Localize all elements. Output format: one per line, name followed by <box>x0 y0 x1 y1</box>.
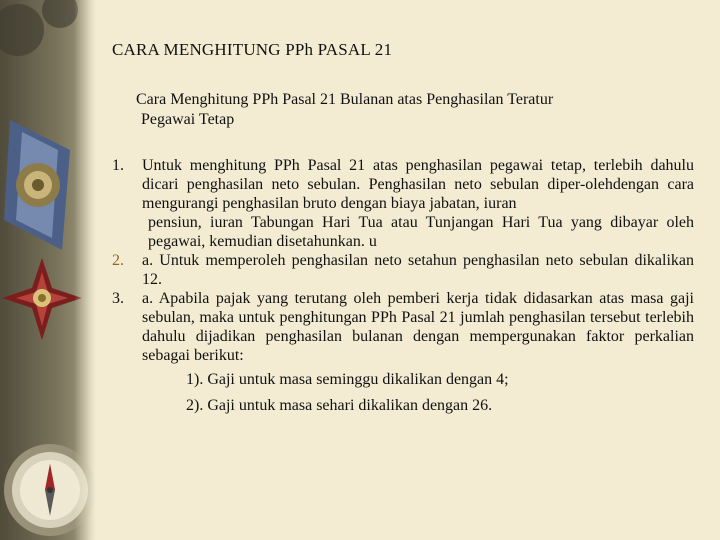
slide-content <box>96 0 720 540</box>
strip-fade <box>74 0 96 540</box>
numbered-list <box>112 156 694 419</box>
list-item <box>112 289 694 419</box>
sub-item-daily: 2). Gaji untuk masa sehari dikalikan dengan 26. <box>186 397 493 414</box>
list-item <box>112 156 694 251</box>
list-item-number: 2. <box>112 252 124 269</box>
list-item-text <box>142 289 694 419</box>
subtitle-line-1: Cara Menghitung PPh Pasal 21 Bulanan atas Penghasilan Teratur <box>136 91 554 108</box>
list-item-continuation: pensiun, iuran Tabungan Hari Tua atau Tunjangan Hari Tua yang dibayar oleh pegawai, kemudian disetahunkan. u <box>148 214 694 250</box>
list-item-number: 3. <box>112 290 124 307</box>
sub-item-weekly: 1). Gaji untuk masa seminggu dikalikan dengan 4; <box>186 371 509 388</box>
subtitle-line-2: Pegawai Tetap <box>141 111 235 128</box>
list-item-paragraph: Untuk menghitung PPh Pasal 21 atas penghasilan pegawai tetap, terlebih dahulu dicari penghasilan neto sebulan. Penghasilan neto sebulan diper-olehdengan cara mengurangi penghasilan bruto dengan biaya jabatan, iuran <box>142 157 694 212</box>
list-item <box>112 251 694 289</box>
slide-title: CARA MENGHITUNG PPh PASAL 21 <box>112 40 393 59</box>
list-item-text <box>142 156 694 251</box>
decorative-photo-strip <box>0 0 96 540</box>
list-item-number: 1. <box>112 157 124 174</box>
list-item-paragraph: a. Apabila pajak yang terutang oleh pemberi kerja tidak didasarkan atas masa gaji sebulan, maka untuk penghitungan PPh Pasal 21 jumlah penghasilan tersebut terlebih dahulu dijadikan penghasilan bulanan dengan mempergunakan faktor perkalian sebagai berikut: <box>142 290 694 364</box>
list-item-text: a. Untuk memperoleh penghasilan neto setahun penghasilan neto sebulan dikalikan 12. <box>142 252 694 288</box>
slide-subtitle <box>136 90 696 130</box>
